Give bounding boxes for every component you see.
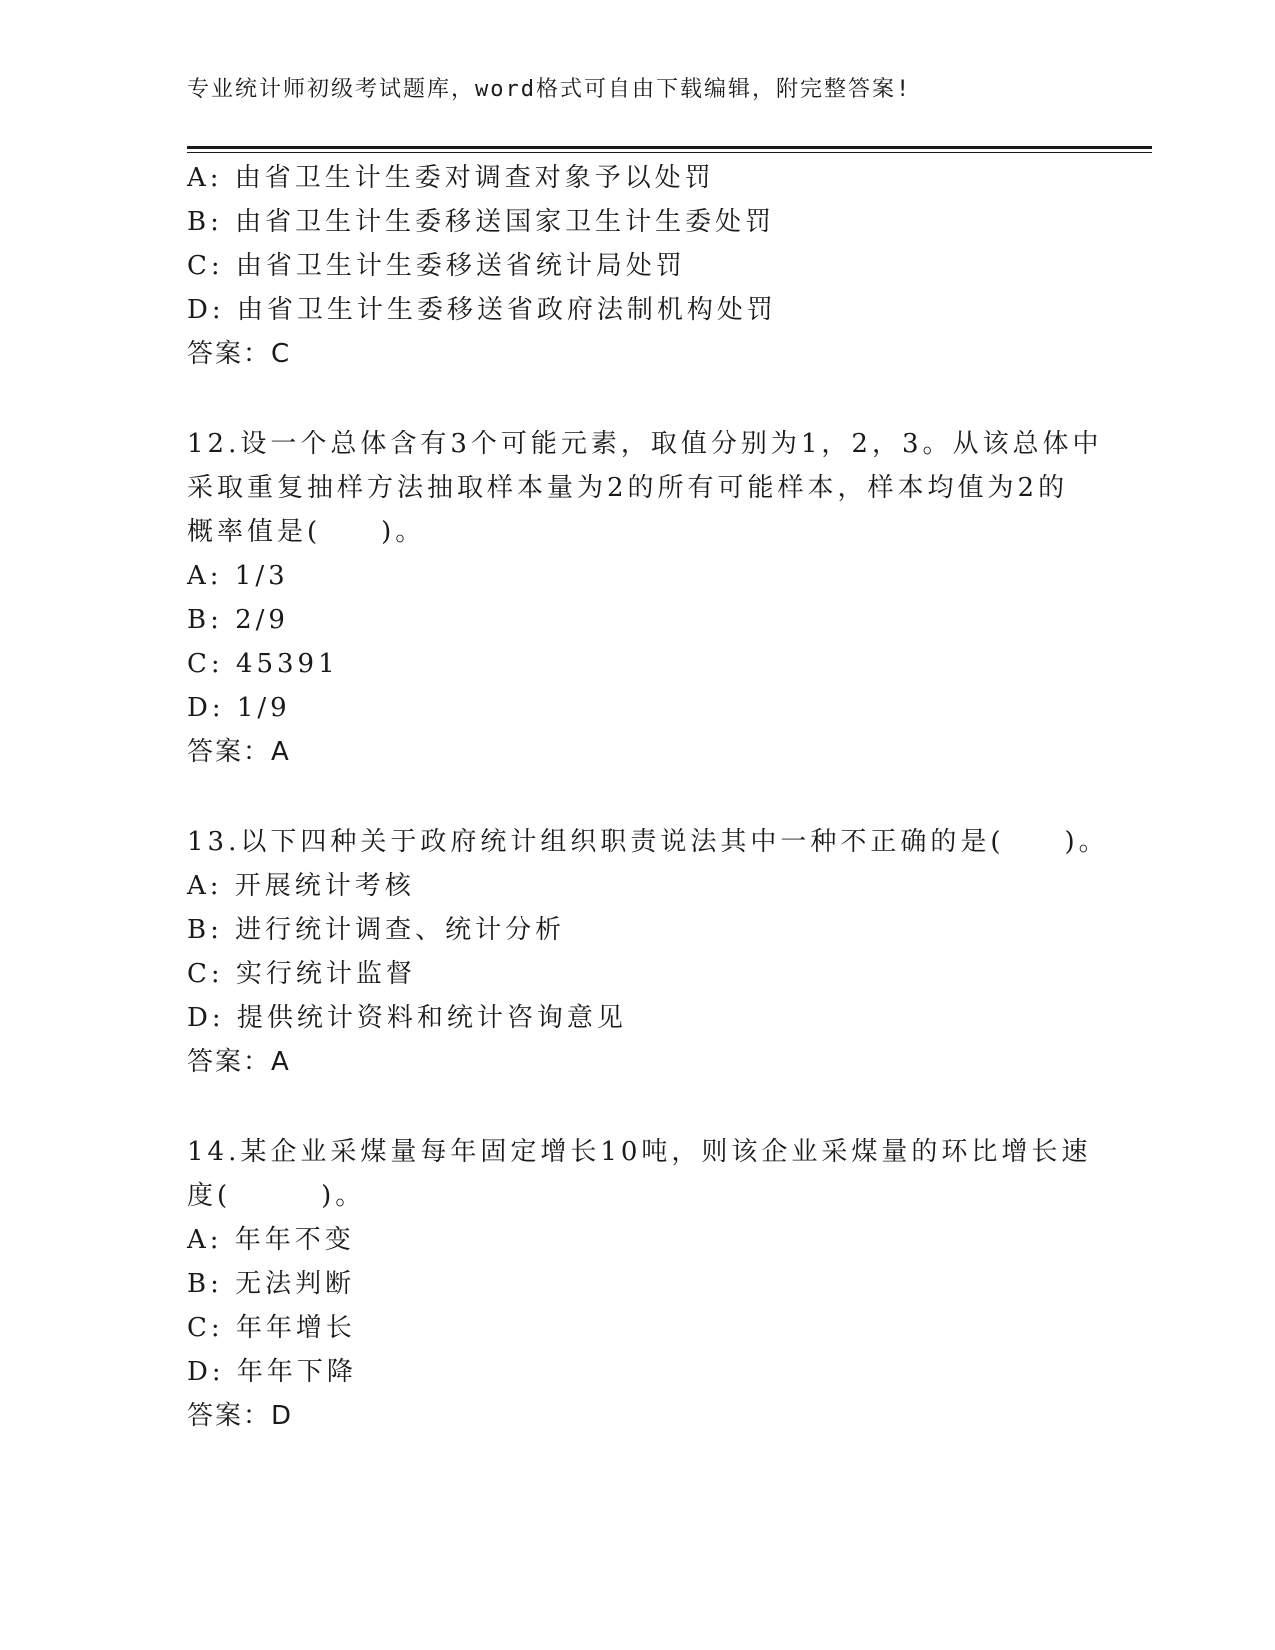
q11-option-b: B: 由省卫生计生委移送国家卫生计生委处罚	[187, 207, 776, 237]
q12-option-c: C: 45391	[187, 649, 339, 679]
q13-option-b: B: 进行统计调查、统计分析	[187, 915, 566, 945]
q12-stem-line-3: 概率值是( )。	[187, 517, 426, 547]
q11-answer: 答案：C	[187, 339, 292, 369]
q12-option-a: A: 1/3	[187, 561, 289, 591]
q12-stem-line-1: 12.设一个总体含有3个可能元素，取值分别为1，2，3。从该总体中	[187, 429, 1103, 459]
q14-stem-line-1: 14.某企业采煤量每年固定增长10吨，则该企业采煤量的环比增长速	[187, 1137, 1092, 1167]
header-rule-thick	[187, 146, 1152, 149]
q13-option-d: D: 提供统计资料和统计咨询意见	[187, 1003, 627, 1033]
q13-option-a: A: 开展统计考核	[187, 871, 415, 901]
q14-option-c: C: 年年增长	[187, 1313, 356, 1343]
page-header: 专业统计师初级考试题库，word格式可自由下载编辑，附完整答案!	[187, 77, 912, 102]
q11-option-a: A: 由省卫生计生委对调查对象予以处罚	[187, 163, 715, 193]
q11-option-c: C: 由省卫生计生委移送省统计局处罚	[187, 251, 686, 281]
q13-option-c: C: 实行统计监督	[187, 959, 416, 989]
q13-answer: 答案：A	[187, 1047, 291, 1077]
q12-option-d: D: 1/9	[187, 693, 291, 723]
q14-option-a: A: 年年不变	[187, 1225, 355, 1255]
header-rule-thin	[187, 152, 1152, 153]
q14-option-d: D: 年年下降	[187, 1357, 357, 1387]
q14-answer: 答案：D	[187, 1401, 294, 1431]
q13-stem-line-1: 13.以下四种关于政府统计组织职责说法其中一种不正确的是( )。	[187, 827, 1109, 857]
q14-option-b: B: 无法判断	[187, 1269, 356, 1299]
q14-stem-line-2: 度( )。	[187, 1181, 366, 1211]
q12-answer: 答案：A	[187, 737, 291, 767]
q11-option-d: D: 由省卫生计生委移送省政府法制机构处罚	[187, 295, 777, 325]
q12-option-b: B: 2/9	[187, 605, 289, 635]
q12-stem-line-2: 采取重复抽样方法抽取样本量为2的所有可能样本，样本均值为2的	[187, 473, 1069, 503]
